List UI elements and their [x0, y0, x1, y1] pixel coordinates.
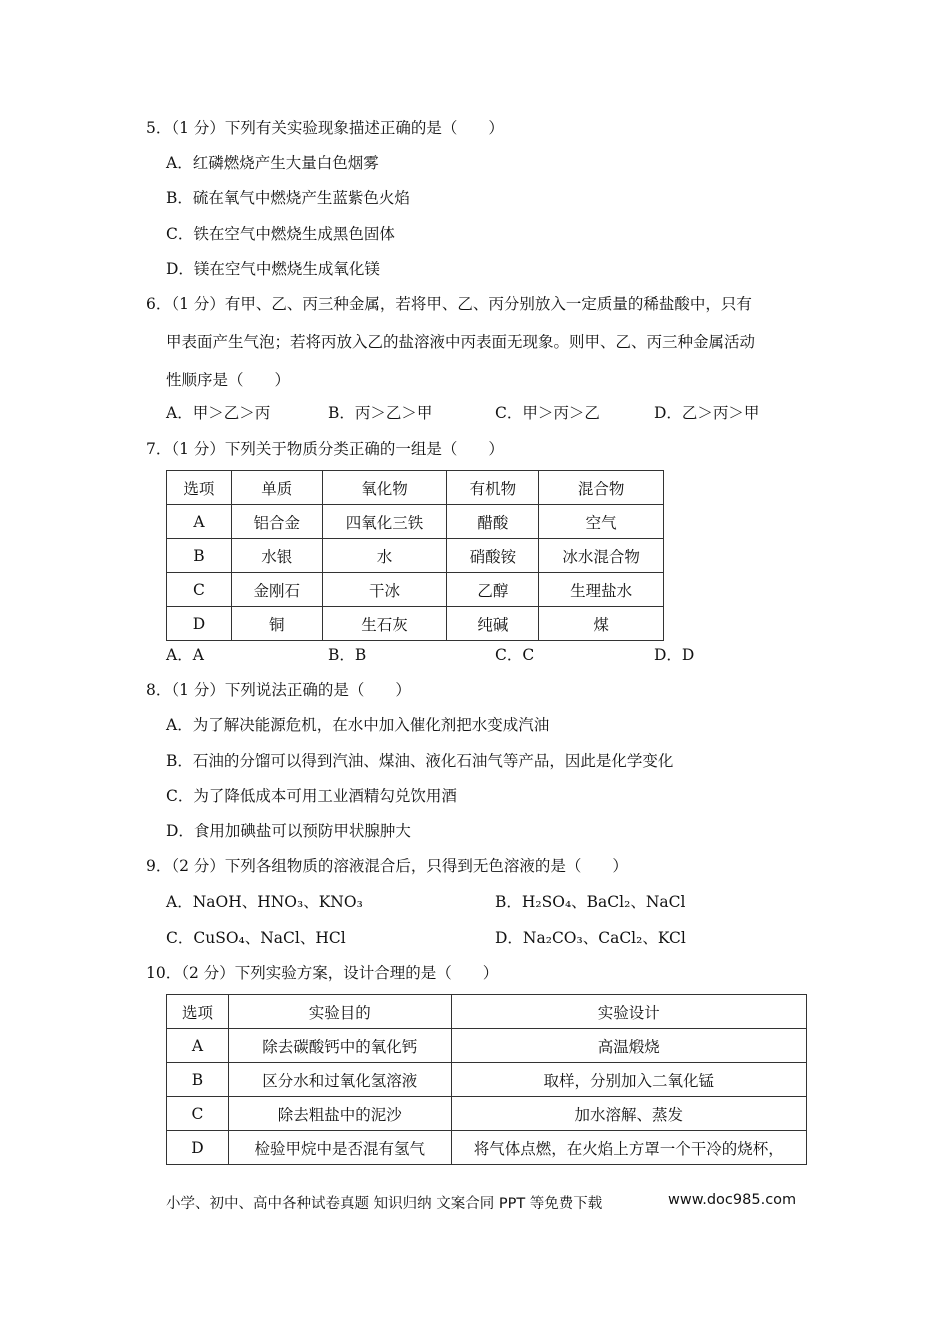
table-cell: 水 — [322, 539, 447, 573]
q9-option-b: B．H₂SO₄、BaCl₂、NaCl — [495, 893, 686, 911]
table-cell: D — [167, 1131, 229, 1165]
table-row — [167, 1131, 807, 1165]
q8-option-b: B．石油的分馏可以得到汽油、煤油、液化石油气等产品，因此是化学变化 — [166, 752, 674, 770]
q8-stem: 8．（1 分）下列说法正确的是（ ） — [146, 681, 411, 699]
q8-option-c: C．为了降低成本可用工业酒精勾兑饮用酒 — [166, 787, 457, 805]
table-cell: 纯碱 — [447, 607, 539, 641]
table-cell: 乙醇 — [447, 573, 539, 607]
q9-option-a: A．NaOH、HNO₃、KNO₃ — [166, 893, 363, 911]
q7-option-c: C．C — [495, 646, 535, 664]
q6-stem-line-3: 性顺序是（ ） — [166, 371, 291, 389]
table-header-cell: 实验目的 — [228, 995, 451, 1029]
q5-option-b: B．硫在氧气中燃烧产生蓝紫色火焰 — [166, 189, 410, 207]
table-cell: 水银 — [231, 539, 322, 573]
table-cell: 铝合金 — [231, 505, 322, 539]
table-cell: 高温煅烧 — [451, 1029, 806, 1063]
q6-stem-line-1: 6．（1 分）有甲、乙、丙三种金属，若将甲、乙、丙分别放入一定质量的稀盐酸中，只有 — [146, 295, 752, 313]
table-cell: B — [167, 539, 232, 573]
table-cell: 金刚石 — [231, 573, 322, 607]
q6-option-d: D．乙＞丙＞甲 — [654, 404, 760, 422]
table-row — [167, 607, 664, 641]
table-header-cell: 实验设计 — [451, 995, 806, 1029]
table-cell: 煤 — [539, 607, 664, 641]
q6-option-b: B．丙＞乙＞甲 — [328, 404, 433, 422]
table-cell: 检验甲烷中是否混有氢气 — [228, 1131, 451, 1165]
table-row — [167, 1097, 807, 1131]
footer-text: 小学、初中、高中各种试卷真题 知识归纳 文案合同 PPT 等免费下载 — [166, 1196, 603, 1212]
table-cell: B — [167, 1063, 229, 1097]
table-cell: A — [167, 505, 232, 539]
q5-option-a: A．红磷燃烧产生大量白色烟雾 — [166, 154, 379, 172]
table-header-cell: 混合物 — [539, 471, 664, 505]
table-header-cell: 氧化物 — [322, 471, 447, 505]
table-cell: 硝酸铵 — [447, 539, 539, 573]
table-header-row — [167, 471, 664, 505]
table-cell: 生理盐水 — [539, 573, 664, 607]
table-row — [167, 1029, 807, 1063]
q9-option-c: C．CuSO₄、NaCl、HCl — [166, 929, 346, 947]
q8-option-a: A．为了解决能源危机，在水中加入催化剂把水变成汽油 — [166, 716, 550, 734]
q10-experiment-table — [166, 994, 807, 1165]
table-header-cell: 有机物 — [447, 471, 539, 505]
table-row — [167, 1063, 807, 1097]
q7-stem: 7．（1 分）下列关于物质分类正确的一组是（ ） — [146, 440, 504, 458]
table-cell: 加水溶解、蒸发 — [451, 1097, 806, 1131]
q10-stem: 10．（2 分）下列实验方案，设计合理的是（ ） — [146, 964, 499, 982]
table-cell: C — [167, 1097, 229, 1131]
q5-option-d: D．镁在空气中燃烧生成氧化镁 — [166, 260, 380, 278]
table-row — [167, 539, 664, 573]
table-cell: 铜 — [231, 607, 322, 641]
q6-option-c: C．甲＞丙＞乙 — [495, 404, 600, 422]
q7-option-d: D．D — [654, 646, 695, 664]
q9-stem: 9．（2 分）下列各组物质的溶液混合后，只得到无色溶液的是（ ） — [146, 857, 628, 875]
table-cell: 空气 — [539, 505, 664, 539]
table-row — [167, 505, 664, 539]
table-cell: 醋酸 — [447, 505, 539, 539]
page-footer — [166, 1192, 797, 1213]
table-cell: D — [167, 607, 232, 641]
table-cell: 干冰 — [322, 573, 447, 607]
q6-stem-line-2: 甲表面产生气泡；若将丙放入乙的盐溶液中丙表面无现象。则甲、乙、丙三种金属活动 — [166, 333, 756, 351]
table-header-cell: 单质 — [231, 471, 322, 505]
table-row — [167, 573, 664, 607]
q7-option-b: B．B — [328, 646, 367, 664]
table-cell: 冰水混合物 — [539, 539, 664, 573]
table-cell: 将气体点燃，在火焰上方罩一个干冷的烧杯， — [451, 1131, 806, 1165]
table-cell: 区分水和过氧化氢溶液 — [228, 1063, 451, 1097]
table-header-row — [167, 995, 807, 1029]
q7-classification-table — [166, 470, 664, 641]
table-header-cell: 选项 — [167, 995, 229, 1029]
table-cell: 取样，分别加入二氧化锰 — [451, 1063, 806, 1097]
q5-option-c: C．铁在空气中燃烧生成黑色固体 — [166, 225, 395, 243]
table-cell: 除去粗盐中的泥沙 — [228, 1097, 451, 1131]
table-header-cell: 选项 — [167, 471, 232, 505]
footer-link[interactable]: www.doc985.com — [668, 1192, 797, 1208]
table-cell: C — [167, 573, 232, 607]
table-cell: 四氧化三铁 — [322, 505, 447, 539]
table-cell: 除去碳酸钙中的氧化钙 — [228, 1029, 451, 1063]
q6-option-a: A．甲＞乙＞丙 — [166, 404, 271, 422]
q9-option-d: D．Na₂CO₃、CaCl₂、KCl — [495, 929, 686, 947]
q5-stem: 5．（1 分）下列有关实验现象描述正确的是（ ） — [146, 119, 504, 137]
table-cell: A — [167, 1029, 229, 1063]
table-cell: 生石灰 — [322, 607, 447, 641]
q8-option-d: D．食用加碘盐可以预防甲状腺肿大 — [166, 822, 411, 840]
q7-option-a: A．A — [166, 646, 204, 664]
